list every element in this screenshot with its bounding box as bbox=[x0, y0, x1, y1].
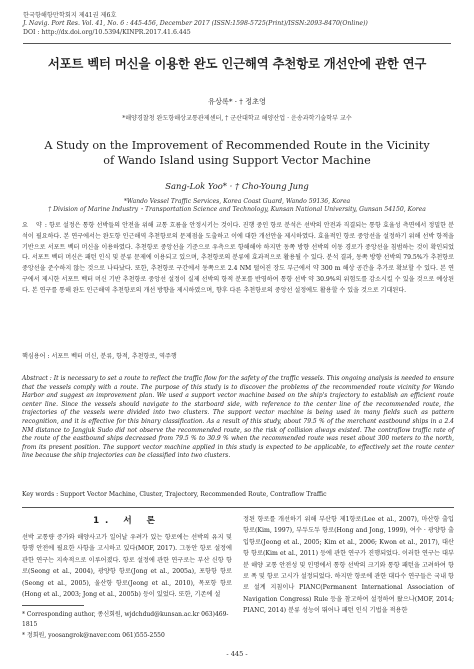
paper-title-en: A Study on the Improvement of Recommended Route in the Vicinity of Wando Island using Support Vector Machine bbox=[44, 139, 430, 167]
keywords-divider bbox=[22, 507, 454, 508]
abstract-ko-label: 요 약 bbox=[22, 222, 45, 229]
body-text-right-column: 정된 항로를 개선하기 위해 부산항 제1항로(Lee et al., 2007), 마산항 출입 항로(Kim, 1997), 부두도두 항로(Hong and Jong, 1999), 여수 · 광양항 출입항로(Jeong et al., 2005; Kim et al., 2006; Kwon et al., 2017), 대산항 항로(Kim et al., 2011) 등에 관한 연구가 진행되었다. 이러한 연구는 대부분 해양 교통 안전성 및 인명에서 통항 선박의 크기와 통항 패턴을 고려하여 항로 폭 및 항로 고시가 설정되었다. 하지만 항로에 관한 대다수 연구들은 국내 항로 설계 지침이나 PIANC(Permanent International Association of Navigation Congress) Rule 등을 참고하여 설정하여 왔으나(MOF, 2014; PIANC, 2014) 분류 성능이 뛰어나 패턴 인식 기법을 적용한 bbox=[243, 516, 454, 615]
affiliation-en-2: † Division of Marine Industry ･ Transportation Science and Technology, Kunsan National University, Gunsan 54150, Korea bbox=[48, 206, 426, 214]
journal-name-ko: 한국항해항만학회지 제41권 제6호 bbox=[23, 12, 117, 19]
page-number: - 445 - bbox=[226, 650, 248, 658]
footnote-divider bbox=[22, 605, 84, 606]
body-text-left-column: 선박 교통량 증가와 해양사고가 일어날 우려가 있는 항로에는 선박의 유지 및 항행 안전에 필요한 사항을 고시하고 있다(MOF, 2017). 그동안 항로 설정에 관한 연구는 지속적으로 이루어졌다. 항로 설정에 관한 연구로는 부산 신항 항로(Seong et al., 2004), 광양항 항로(Jong et al., 2005a), 포항항 항로(Seong et al., 2005), 울산항 항로(Jeong et al., 2010), 목포항 항로(Hong et al., 2003; Jong et al., 2005b) 등이 있었다. 또한, 기존에 설 bbox=[22, 534, 232, 599]
authors-en: Sang-Lok Yoo* · † Cho-Young Jung bbox=[165, 181, 309, 191]
abstract-ko bbox=[22, 221, 454, 297]
affiliation-ko: *해양경찰청 완도항해상교통관제센터, † 군산대학교 해양산업 · 운송과학기술학부 교수 bbox=[122, 115, 352, 122]
affiliation-en bbox=[0, 198, 474, 214]
abstract-en: Abstract : It is necessary to set a route to reflect the traffic flow for the safety of the traffic vessels. This ongoing analysis is needed to ensure that the vessels comply with a route. The purpose of this study is to discover the problems of the recommended route vicinity for Wando Harbor and suggest an improvement plan. We used a support vector machine based on the ship's trajectory to establish an efficient route center line. Since the vessels should navigate to the starboard side, with reference to the center line of the recommended route, the trajectories of the vessels were divided into two clusters. The support vector machine is being used in many fields such as pattern recognition, and it is effective for this binary classification. As a result of this study, about 79.5 % of the merchant eastbound ships in a 2.4 NM distance to Jangjuk Sudo did not observe the recommended route, so the risk of collision always existed. The contraflow traffic rate of the route of the eastbound ships decreased from 79.5 % to 30.9 % when the recommended route was reset about 300 meters to the north, from its present position. The support vector machine applied in this study is expected to be applicable, to effectively set the route center line because the ship trajectories can be classified into two clusters. bbox=[22, 375, 454, 460]
footnote-coauthor: * 정회원, yoosangrok@naver.com 061)555-2550 bbox=[22, 631, 165, 639]
journal-doi: DOI : http://dx.doi.org/10.5394/KINPR.2017.41.6.445 bbox=[23, 28, 191, 36]
footnote-corresponding: * Corresponding author, 종신회원, wjdchdud@kunsan.ac.kr 063)469-1815 bbox=[22, 611, 229, 629]
keywords-ko: 핵심용어 : 서포트 벡터 머신, 분류, 항적, 추천항로, 역주행 bbox=[22, 353, 177, 360]
affiliation-en-1: *Wando Vessel Traffic Services, Korea Coast Guard, Wando 59136, Korea bbox=[123, 198, 351, 205]
journal-header bbox=[23, 12, 453, 37]
paper-title-ko: 서포트 벡터 머신을 이용한 완도 인근해역 추천항로 개선안에 관한 연구 bbox=[47, 56, 427, 71]
footnotes bbox=[22, 610, 242, 641]
abstract-ko-text: : 항로 설정은 통항 선박들의 안전을 위해 교통 흐름을 안정시키는 것이다. 진행 중인 항로 분석은 선박의 안전과 직결되는 통항 효율성 측면에서 정밀한 분석이 필요하다. 본 연구에서는 완도항 인근해역 추천항로의 문제점을 도출하고 이에 대한 개선안을 제시하였다. 효율적인 항로 중앙선을 설정하기 위해 선박 항적을 기반으로 서포트 벡터 머신을 이용하였다. 추천항로 중앙선을 기준으로 우측으로 항해해야 하지만 동쪽 방향 선박의 이동 경로가 중앙선을 침범하는 것이 확인되었다. 서포트 벡터 머신은 패턴 인식 및 분류 문제에 이용되고 있으며, 추천항로의 분류에 효과적으로 활용될 수 있다. 분석 결과, 동쪽 방향 선박의 79.5%가 추천항로 중앙선을 준수하지 않는 것으로 나타났다. 또한, 추천항로 구간에서 동쪽으로 2.4 NM 떨어진 장도 부근에서 약 300 m 해상 공간을 추가로 확보할 수 있다. 본 연구에서 제시한 서포트 벡터 머신 기반 추천항로 중앙선 설정이 실제 선박의 항적 분포를 반영하여 통항 선박 약 30.9%의 위험도를 감소시킬 수 있을 것으로 예상된다. 본 연구를 통해 완도 인근해역 추천항로의 개선 방향을 제시하였으며, 향후 다른 추천항로의 중앙선 설정에도 활용할 수 있을 것으로 기대된다. bbox=[22, 222, 454, 294]
journal-citation: J. Navig. Port Res. Vol. 41, No. 6 : 445-456, December 2017 (ISSN:1598-5725(Print)/ISSN:2093-8470(Online)) bbox=[23, 20, 368, 28]
keywords-en: Key words : Support Vector Machine, Cluster, Trajectory, Recommended Route, Contraflow Traffic bbox=[22, 491, 327, 498]
authors-ko: 유상록* · † 정초영 bbox=[208, 97, 266, 106]
header-divider bbox=[23, 43, 451, 44]
section-heading-introduction: 1. 서 론 bbox=[93, 516, 161, 526]
